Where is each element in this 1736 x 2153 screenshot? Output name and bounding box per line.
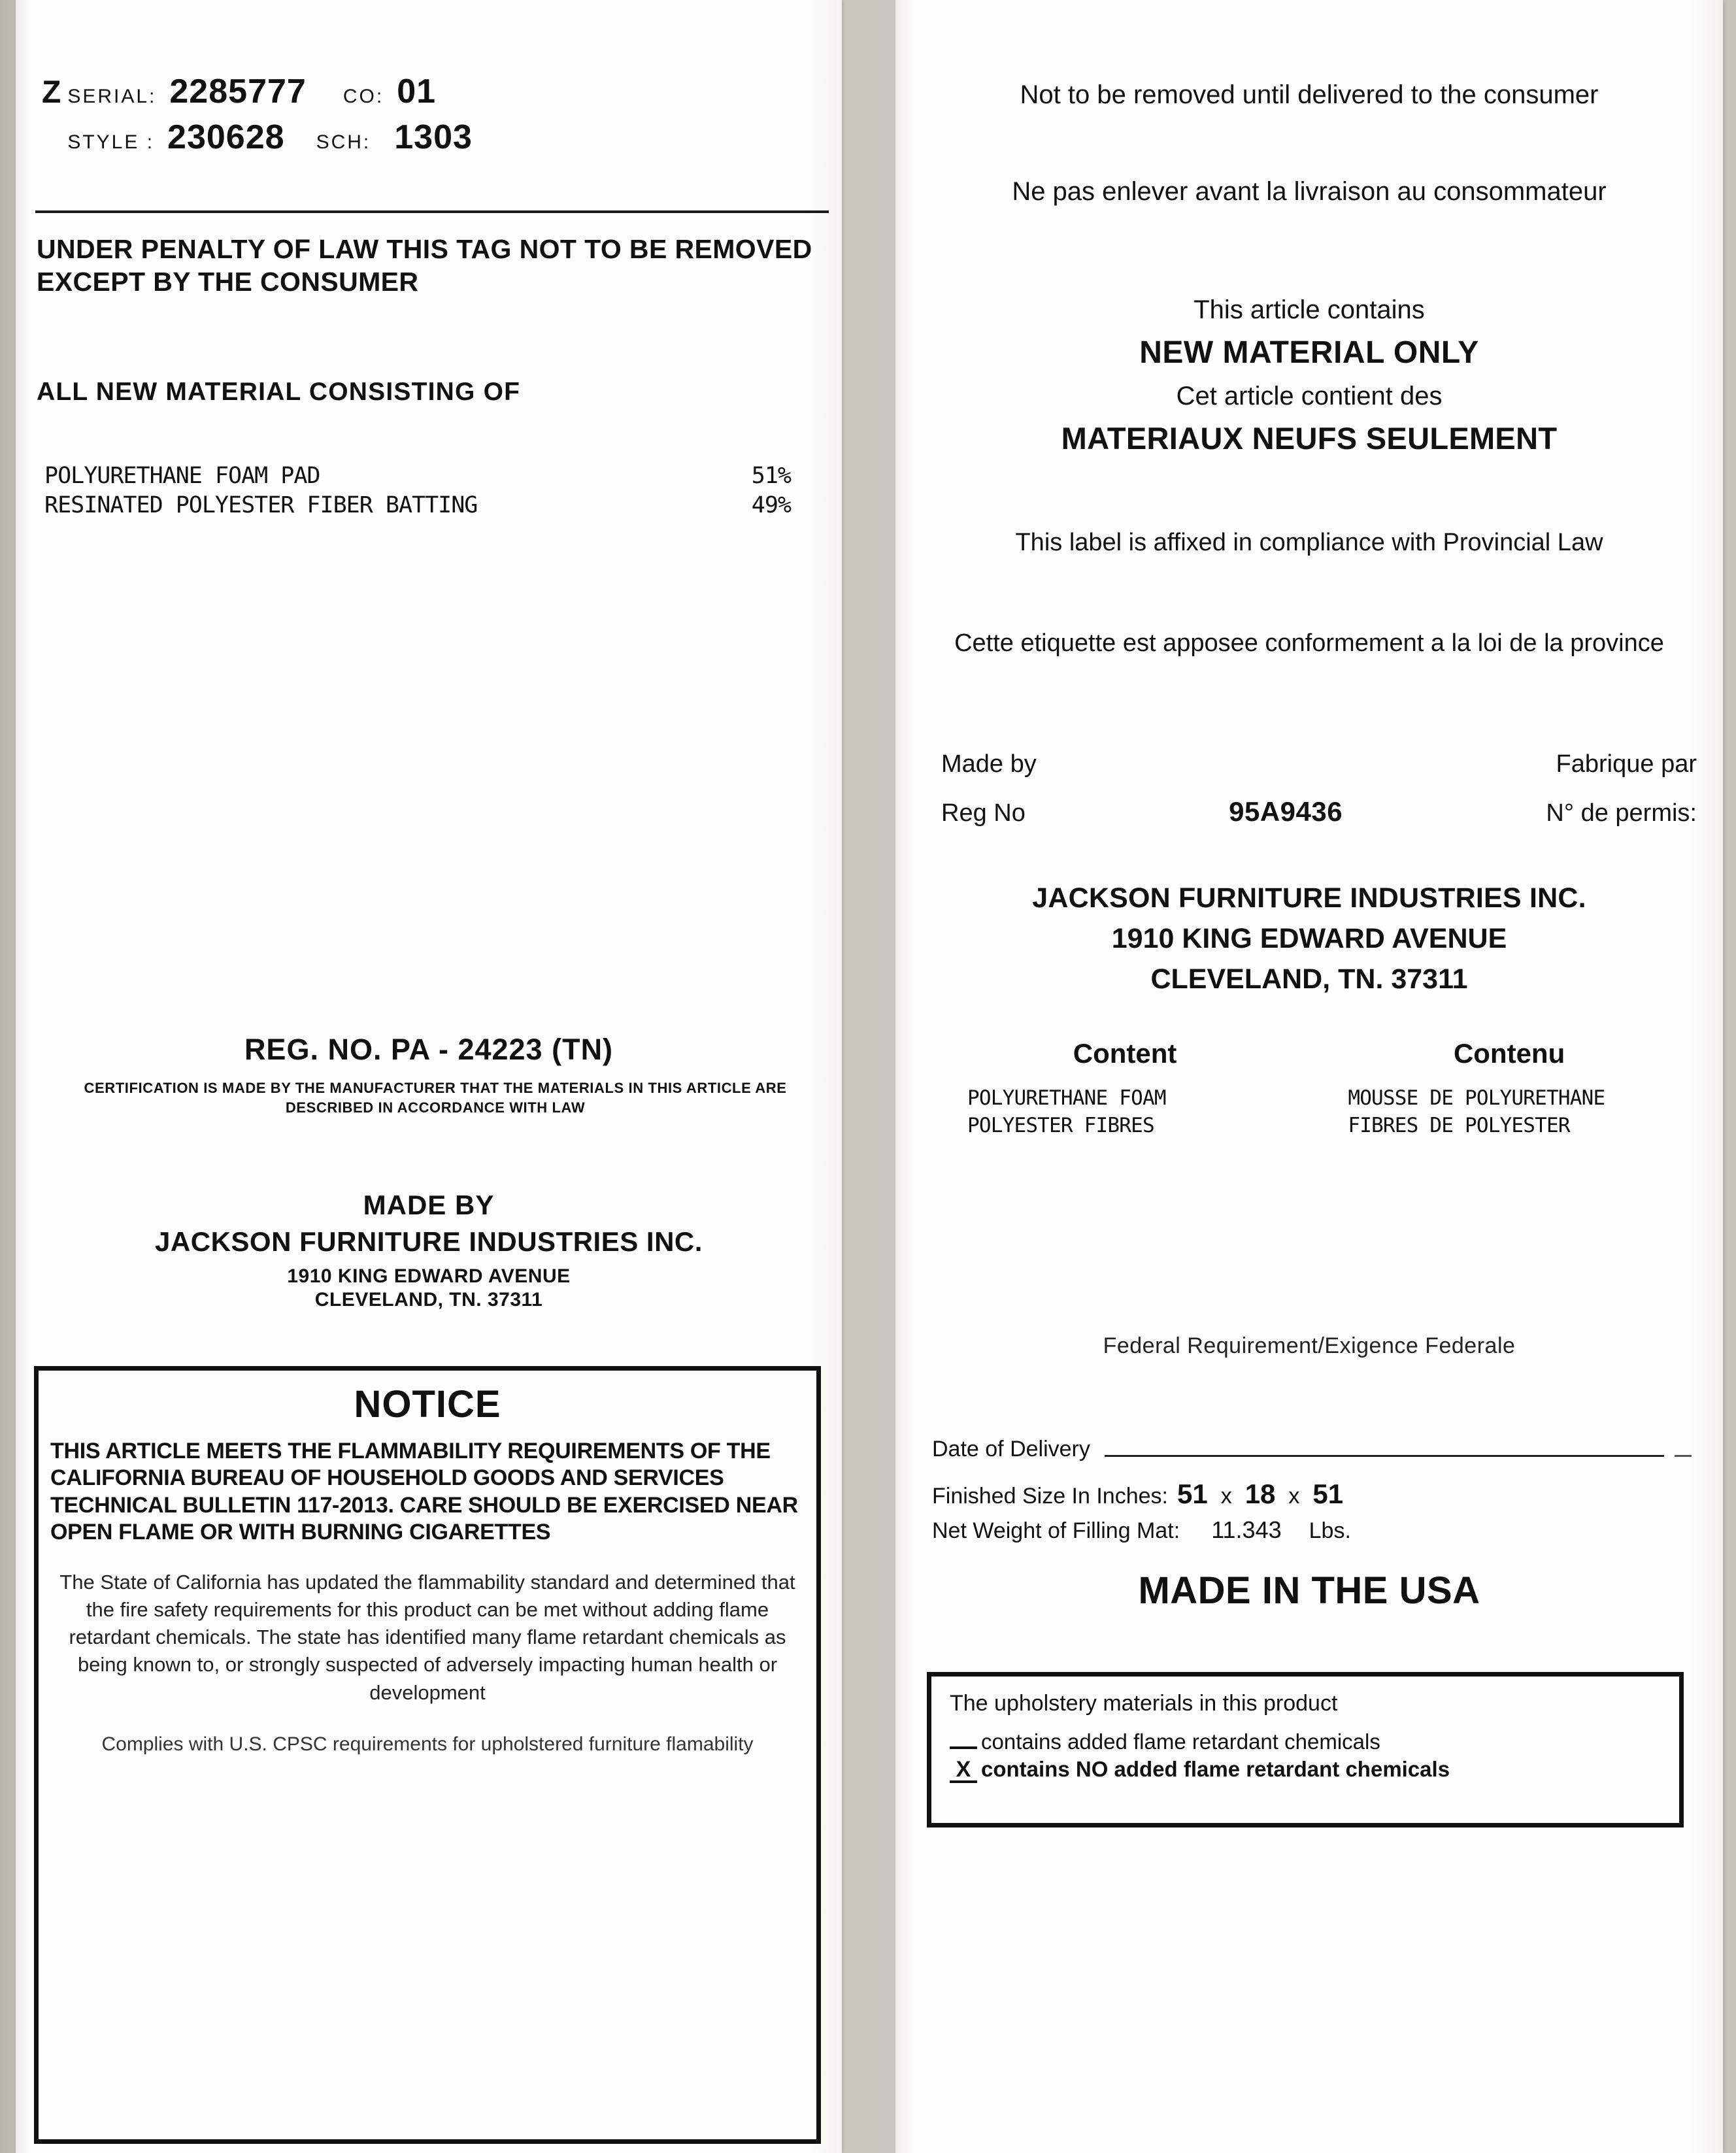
made-by-fr: Fabrique par xyxy=(1556,750,1697,778)
content-column-en xyxy=(935,1085,1331,1140)
manufacturer-address-line2: CLEVELAND, TN. 37311 xyxy=(1150,963,1468,995)
composition-row xyxy=(44,461,791,491)
all-new-material-heading: ALL NEW MATERIAL CONSISTING OF xyxy=(37,378,521,406)
reg-no-label-fr: N° de permis: xyxy=(1546,799,1697,827)
compliance-en: This label is affixed in compliance with Provincial Law xyxy=(1015,529,1603,556)
style-row xyxy=(42,118,822,157)
checkbox-contains[interactable] xyxy=(950,1746,977,1749)
new-material-en: NEW MATERIAL ONLY xyxy=(1139,335,1479,370)
composition-material: RESINATED POLYESTER FIBER BATTING xyxy=(44,492,478,518)
flame-retardant-box xyxy=(927,1672,1684,1828)
finished-size-length: 51 xyxy=(1177,1478,1208,1509)
net-weight-value: 11.343 xyxy=(1211,1516,1282,1543)
flame-retardant-option-contains[interactable] xyxy=(950,1729,1661,1754)
size-separator: x xyxy=(1220,1484,1232,1509)
composition-table xyxy=(44,461,791,520)
manufacturer-address-line2: CLEVELAND, TN. 37311 xyxy=(314,1289,543,1310)
sch-value: 1303 xyxy=(394,118,473,156)
made-by-en: Made by xyxy=(941,750,1037,778)
reg-no-label-en: Reg No xyxy=(941,799,1026,827)
not-removed-fr: Ne pas enlever avant la livraison au consommateur xyxy=(1012,177,1607,206)
content-label-en: Content xyxy=(1073,1038,1177,1069)
size-separator: x xyxy=(1288,1484,1300,1509)
co-label: CO: xyxy=(342,86,384,107)
contains-en: This article contains xyxy=(1194,295,1425,324)
flame-retardant-option-no-label: contains NO added flame retardant chemicals xyxy=(981,1757,1450,1781)
reg-no-value: 95A9436 xyxy=(1229,796,1343,827)
finished-size-row xyxy=(932,1478,1692,1510)
serial-row xyxy=(42,72,822,111)
finished-size-width: 18 xyxy=(1244,1478,1276,1509)
manufacturer-block xyxy=(16,1190,842,1311)
made-in-usa: MADE IN THE USA xyxy=(1138,1569,1480,1612)
content-item-fr: FIBRES DE POLYESTER xyxy=(1348,1113,1570,1137)
penalty-notice: UNDER PENALTY OF LAW THIS TAG NOT TO BE REMOVED EXCEPT BY THE CONSUMER xyxy=(37,234,812,297)
net-weight-label: Net Weight of Filling Mat: xyxy=(932,1518,1180,1543)
date-of-delivery-input[interactable] xyxy=(1105,1454,1664,1457)
serial-label: SERIAL: xyxy=(67,86,157,107)
composition-material: POLYURETHANE FOAM PAD xyxy=(44,463,320,489)
reg-no-row xyxy=(941,796,1697,827)
manufacturer-name: JACKSON FURNITURE INDUSTRIES INC. xyxy=(155,1226,703,1257)
content-item-fr: MOUSSE DE POLYURETHANE xyxy=(1348,1086,1605,1110)
flame-retardant-intro: The upholstery materials in this product xyxy=(950,1691,1338,1716)
notice-body: THIS ARTICLE MEETS THE FLAMMABILITY REQUIREMENTS OF THE CALIFORNIA BUREAU OF HOUSEHOLD GOODS AND SERVICES TECHNICAL BULLETIN 117-2013. CARE SHOULD BE EXERCISED NEAR OPEN FLAME OR WITH BURNING CIGARETTES xyxy=(50,1439,798,1545)
finished-size-height: 51 xyxy=(1312,1478,1344,1509)
content-headers xyxy=(935,1038,1703,1069)
composition-percent: 51% xyxy=(751,463,791,489)
contains-fr: Cet article contient des xyxy=(1176,382,1443,410)
content-item-en: POLYURETHANE FOAM xyxy=(967,1086,1166,1110)
co-value: 01 xyxy=(397,73,437,110)
composition-percent: 49% xyxy=(751,492,791,518)
flame-retardant-option-no[interactable] xyxy=(950,1757,1661,1783)
manufacturer-address-line1: 1910 KING EDWARD AVENUE xyxy=(287,1265,571,1287)
made-by-row xyxy=(941,750,1697,778)
law-tag-right xyxy=(895,0,1723,2153)
notice-footer: Complies with U.S. CPSC requirements for upholstered furniture flamability xyxy=(101,1733,754,1755)
date-of-delivery-label: Date of Delivery xyxy=(932,1437,1090,1461)
net-weight-row xyxy=(932,1516,1692,1544)
not-removed-en: Not to be removed until delivered to the consumer xyxy=(1020,80,1599,109)
content-column-fr xyxy=(1331,1085,1697,1140)
law-tag-left xyxy=(16,0,842,2153)
style-label: STYLE : xyxy=(67,131,155,153)
style-value: 230628 xyxy=(167,118,285,156)
header-divider xyxy=(35,210,829,213)
delivery-dash xyxy=(1675,1455,1692,1457)
content-label-fr: Contenu xyxy=(1453,1038,1565,1069)
manufacturer-name: JACKSON FURNITURE INDUSTRIES INC. xyxy=(1032,882,1586,914)
manufacturer-address-line1: 1910 KING EDWARD AVENUE xyxy=(1111,923,1507,954)
notice-paragraph: The State of California has updated the flammability standard and determined that the fire safety requirements for this product can be met without adding flame retardant chemicals. The state has identified many flame retardant chemicals as being known to, or strongly suspected of adversely impacting human health or development xyxy=(59,1570,795,1704)
registration-number: REG. NO. PA - 24223 (TN) xyxy=(244,1033,614,1066)
notice-box xyxy=(34,1366,821,2144)
content-item-en: POLYESTER FIBRES xyxy=(967,1113,1154,1137)
date-of-delivery-row xyxy=(932,1437,1692,1462)
composition-row xyxy=(44,491,791,520)
certification-statement: CERTIFICATION IS MADE BY THE MANUFACTURER THAT THE MATERIALS IN THIS ARTICLE ARE DESCRIBED IN ACCORDANCE WITH LAW xyxy=(84,1080,787,1116)
checkbox-contains-no[interactable]: X xyxy=(950,1758,977,1783)
finished-size-label: Finished Size In Inches: xyxy=(932,1484,1168,1509)
compliance-fr: Cette etiquette est apposee conformement a la loi de la province xyxy=(954,629,1664,657)
content-columns xyxy=(935,1085,1697,1140)
spacer-icon xyxy=(42,120,59,156)
serial-value: 2285777 xyxy=(169,73,307,110)
federal-requirement: Federal Requirement/Exigence Federale xyxy=(1103,1333,1516,1358)
sch-label: SCH: xyxy=(316,131,371,153)
new-material-fr: MATERIAUX NEUFS SEULEMENT xyxy=(1061,421,1558,456)
flame-retardant-option-contains-label: contains added flame retardant chemicals xyxy=(981,1729,1380,1754)
net-weight-unit: Lbs. xyxy=(1309,1518,1351,1543)
notice-title: NOTICE xyxy=(354,1383,501,1426)
tag-header xyxy=(42,72,822,163)
made-by-label: MADE BY xyxy=(363,1190,495,1220)
z-logo-icon: Z xyxy=(42,75,60,110)
